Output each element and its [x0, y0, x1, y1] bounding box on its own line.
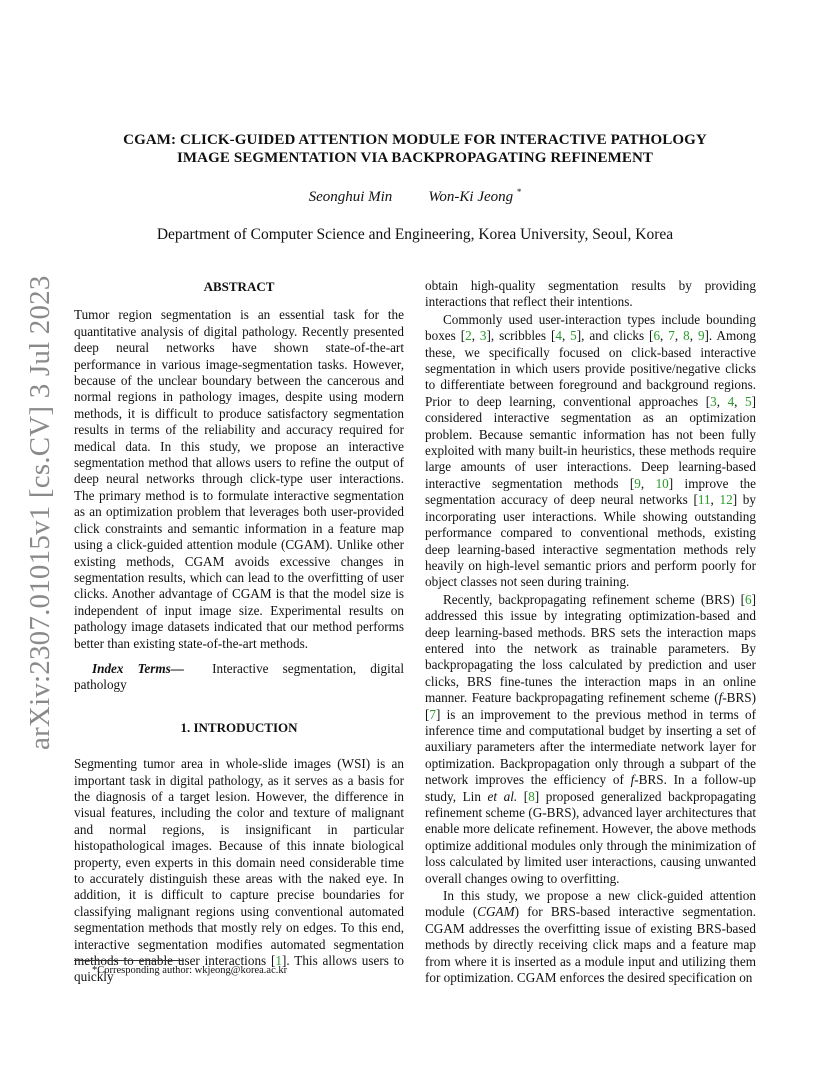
intro-paragraph: Segmenting tumor area in whole-slide images (WSI) is an important task in digital pathology, as it serves as a basis for the diagnosis of a target lesion. However, the difference in visual features, including the color and texture of malignant and normal regions, is insignificant in particular histopathological images. Because of this innate biological property, even experts in this domain need considerable time to accurately distinguish these areas with the naked eye. In addition, it is difficult to capture precise boundaries for classifying malignant regions using conventional automated segmentation methods that mostly rely on edges. To this end, interactive segmentation modifies automated segmentation methods to enable user interactions [1]. This allows users to quickly — [74, 756, 404, 985]
citation-link[interactable]: 5 — [745, 393, 752, 409]
citation-link[interactable]: 8 — [683, 328, 690, 344]
footnote: *Corresponding author: wkjeong@korea.ac.kr — [92, 965, 288, 976]
footnote-divider — [74, 960, 184, 961]
paragraph-brs: Recently, backpropagating refinement scheme (BRS) [6] addressed this issue by integrating optimization-based and deep learning-based methods. BRS sets the interaction maps entered into the network as trainable parameters. By backpropagating the loss calculated by prediction and user clicks, BRS fine-tunes the interaction maps in an online manner. Feature backpropagating refinement scheme (f-BRS) [7] is an improvement to the previous method in terms of inference time and computational budget by inserting a set of auxiliary parameters after the intermediate network layer for optimization. Backpropagation only through a subpart of the network improves the efficiency of f-BRS. In a follow-up study, Lin et al. [8] proposed generalized backpropagating refinement scheme (G-BRS), advanced layer architectures that enable more delicate refinement. However, the above methods optimize additional modules only through the minimization of loss calculated by limited user interactions, causing unwanted overall changes owing to overfitting. — [425, 591, 756, 886]
index-terms-text: Interactive segmentation, digital pathology — [74, 660, 404, 693]
abstract-heading: ABSTRACT — [203, 279, 275, 294]
citation-link[interactable]: 5 — [570, 328, 577, 344]
citation-link[interactable]: 9 — [697, 328, 705, 344]
author-list — [60, 187, 770, 206]
abstract-text: Tumor region segmentation is an essential task for the quantitative analysis of digital pathology. Recently presented deep neural networks have shown state-of-the-art performance in various image-segmentation tasks. However, because of the unclear boundary between the cancerous and normal regions in pathology images, despite using modern methods, it is difficult to produce satisfactory segmentation results in terms of the reliability and accuracy required for medical data. In this study, we propose an interactive segmentation method that allows users to refine the output of deep neural networks through click-type user interactions. The primary method is to formulate interactive segmentation as an optimization problem that leverages both user-provided click constraints and semantic information in a feature map using a click-guided attention module (CGAM). Unlike other existing methods, CGAM avoids excessive changes in segmentation results, which can lead to the overfitting of user clicks. Another advantage of CGAM is that the model size is independent of input image size. Experimental results on pathology image datasets indicated that our method performs better than existing state-of-the-art methods. — [74, 307, 404, 651]
citation-link[interactable]: 11 — [697, 492, 711, 508]
author-1: Seonghui Min — [308, 189, 393, 205]
paper-title — [60, 131, 770, 167]
arxiv-stamp — [20, 275, 60, 760]
citation-link[interactable]: 10 — [655, 475, 669, 491]
citation-link[interactable]: 12 — [719, 492, 733, 508]
citation-link[interactable]: 4 — [727, 393, 735, 409]
citation-link[interactable]: 6 — [653, 328, 661, 344]
index-terms — [74, 661, 404, 694]
paragraph-interaction-types: Commonly used user-interaction types include bounding boxes [2, 3], scribbles [4, 5], and clicks [6, 7, 8, 9]. Among these, we specifically focused on click-based interactive segmentation in which users provide positive/negative clicks to differentiate between foreground and background regions. Prior to deep learning, conventional approaches [3, 4, 5] considered interactive segmentation as an optimization problem. Because semantic information has not been fully exploited with many built-in heuristics, these methods require large amounts of user interactions. Deep learning-based interactive segmentation methods [9, 10] improve the segmentation accuracy of deep neural networks [11, 12] by incorporating user interactions. While showing outstanding performance compared to conventional methods, existing deep learning-based interactive segmentation methods rely heavily on high-level semantic priors and perform poorly for object classes not seen during training. — [425, 311, 757, 590]
citation-link[interactable]: 3 — [479, 328, 487, 344]
citation-link[interactable]: 4 — [555, 328, 562, 344]
author-2: Won-Ki Jeong — [428, 189, 514, 205]
paragraph-continued: obtain high-quality segmentation results by providing interactions that reflect their intentions. — [425, 278, 756, 310]
title-line-2: IMAGE SEGMENTATION VIA BACKPROPAGATING REFINEMENT — [176, 150, 654, 166]
paragraph-cgam: In this study, we propose a new click-guided attention module (CGAM) for BRS-based interactive segmentation. CGAM addresses the overfitting issue of existing BRS-based methods by directly receiving click maps and a feature map from where it is inserted as a module input and utilizing them for optimization. CGAM enforces the desired specification on — [425, 888, 757, 986]
citation-link[interactable]: 1 — [275, 953, 282, 969]
affiliation: Department of Computer Science and Engineering, Korea University, Seoul, Korea — [156, 226, 674, 243]
citation-link[interactable]: 7 — [429, 706, 436, 722]
citation-link[interactable]: 6 — [745, 591, 752, 607]
citation-link[interactable]: 8 — [528, 788, 535, 804]
citation-link[interactable]: 2 — [465, 328, 472, 344]
citation-link[interactable]: 9 — [634, 475, 641, 491]
citation-link[interactable]: 3 — [710, 393, 717, 409]
right-column — [425, 278, 756, 986]
title-line-1: CGAM: CLICK-GUIDED ATTENTION MODULE FOR INTERACTIVE PATHOLOGY — [123, 132, 707, 148]
citation-link[interactable]: 7 — [668, 328, 675, 344]
intro-heading: 1. INTRODUCTION — [180, 719, 298, 735]
index-terms-label: Index Terms— — [92, 660, 184, 676]
author-2-mark: * — [516, 187, 522, 197]
arxiv-id: arXiv:2307.01015v1 [cs.CV] 3 Jul 2023 — [24, 275, 56, 750]
left-column — [74, 279, 404, 986]
